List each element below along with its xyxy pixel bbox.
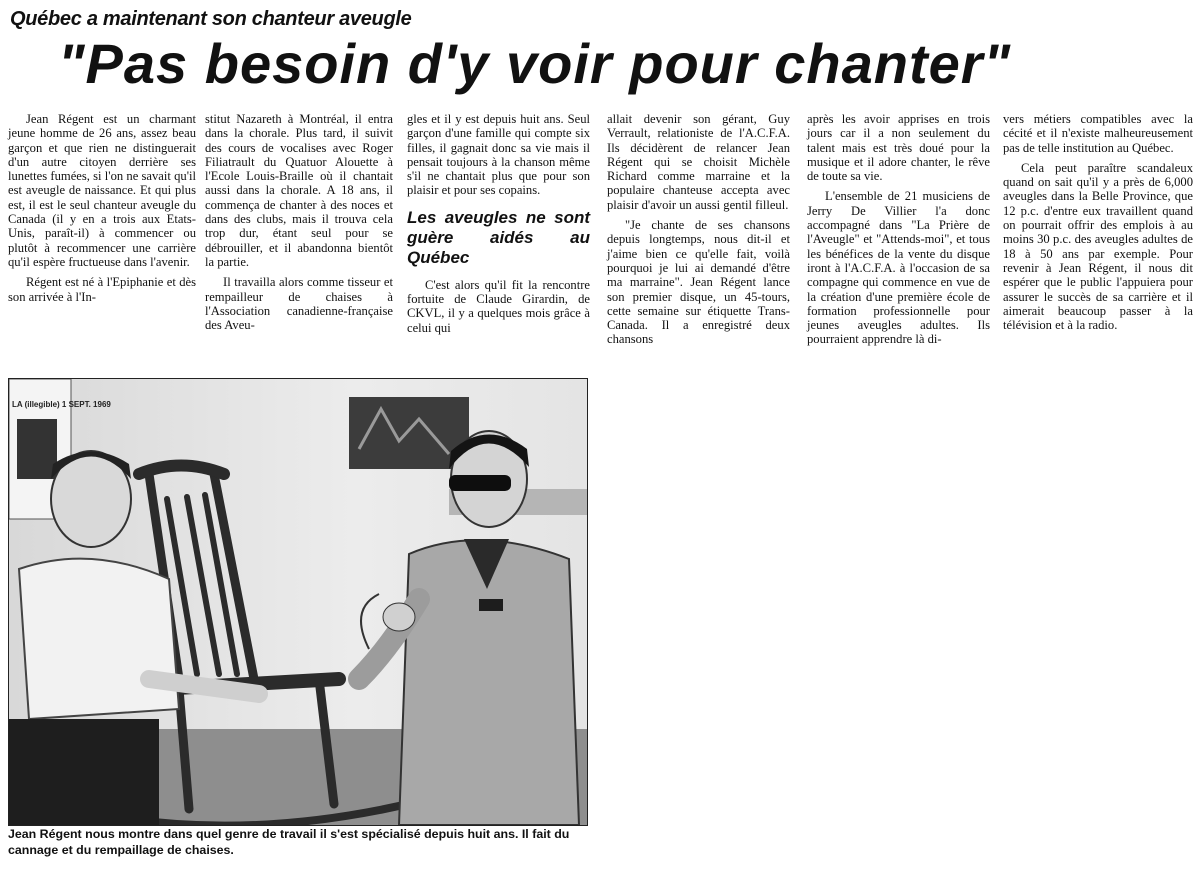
article-subhead: Les aveugles ne sont guère aidés au Québec [407, 207, 590, 267]
article-kicker: Québec a maintenant son chanteur aveugle [10, 8, 412, 30]
paragraph: après les avoir apprises en trois jours car il a non seulement du talent mais est très doué pour la musique et il adore chanter, le rêve de toute sa vie. [807, 112, 990, 184]
calendar-label: LA (illegible) 1 SEPT. 1969 [12, 400, 111, 409]
paragraph: gles et il y est depuis huit ans. Seul garçon d'une famille qui compte six filles, il gagnait donc sa vie mais il pensait toujours à la chanson même s'il ne chantait plus que pour son plaisir et pour ses copains. [407, 112, 590, 198]
text-column-5 [807, 112, 990, 353]
photo-caption: Jean Régent nous montre dans quel genre de travail il s'est spécialisé depuis huit ans. Il fait du cannage et du rempaillage de chaises. [8, 827, 570, 857]
paragraph: stitut Nazareth à Montréal, il entra dans la chorale. Plus tard, il suivit des cours de vocalises avec Roger Filiatrault du Quatuor Alouette à l'Ecole Louis-Braille où il chantait aussi dans la chorale. A 18 ans, il commença de chanter à des noces et dans des clubs, mais il trouva cela trop dur, étant seul pour se débrouiller, et il abandonna bientôt la partie. [205, 112, 393, 269]
news-photo [8, 378, 588, 826]
text-column-6 [1003, 112, 1193, 338]
paragraph: Il travailla alors comme tisseur et rempailleur de chaises à l'Association canadienne-française des Aveu- [205, 275, 393, 333]
paragraph: Régent est né à l'Epiphanie et dès son arrivée à l'In- [8, 275, 196, 304]
paragraph: C'est alors qu'il fit la rencontre fortuite de Claude Girardin, de CKVL, il y a quelques mois grâce à celui qui [407, 277, 590, 335]
paragraph: vers métiers compatibles avec la cécité et il n'existe malheureusement pas de telle institution au Québec. [1003, 112, 1193, 155]
paragraph: L'ensemble de 21 musiciens de Jerry De Villier l'a donc accompagné dans "La Prière de l'Aveugle" et "Attends-moi", et tous les bénéfices de la vente du disque iront à l'A.C.F.A. à l'occasion de sa compagne qui commence en vue de la création d'une première école de formation professionnelle pour jeunes aveugles adultes. Ils pourraient apprendre là di- [807, 189, 990, 347]
paragraph: Jean Régent est un charmant jeune homme de 26 ans, assez beau garçon et que rien ne distinguerait d'un autre citoyen derrière ses lunettes fumées, si l'on ne savait qu'il est aveugle de naissance. Et qui plus est, il est le seul chanteur aveugle du Canada (il y en a trois aux Etats-Unis, paraît-il) à commencer ou plutôt à recommencer une carrière qu'il espère fructueuse dans l'avenir. [8, 112, 196, 269]
text-column-2 [205, 112, 393, 338]
paragraph: allait devenir son gérant, Guy Verrault, relationiste de l'A.C.F.A. Ils décidèrent de relancer Jean Régent qui se choisit Michèle Richard comme marraine et la populaire chanteuse accepta avec plaisir d'avoir un aussi gentil filleul. [607, 112, 790, 212]
text-column-3 [407, 112, 590, 341]
text-column-4 [607, 112, 790, 353]
paragraph: Cela peut paraître scandaleux quand on sait qu'il y a près de 6,000 aveugles dans la Belle Province, que 12 p.c. d'entre eux travaillent quand on pourrait offrir des emplois à au moins 30 p.c. des aveugles adultes de 18 à 50 ans par exemple. Pour revenir à Jean Régent, il nous dit espérer que le public l'appuiera pour assurer le succès de sa carrière et il aimerait beaucoup passer à la télévision et à la radio. [1003, 160, 1193, 333]
text-column-1 [8, 112, 196, 310]
sunglasses-icon [449, 475, 511, 491]
paragraph: "Je chante de ses chansons depuis longtemps, nous dit-il et j'aime bien ce qu'elle fait, voilà pourquoi je lui ai demandé d'être ma marraine". Jean Régent lance son premier disque, un 45-tours, cette semaine sur étiquette Trans-Canada. Il a enregistré deux chansons [607, 218, 790, 347]
article-headline: "Pas besoin d'y voir pour chanter" [58, 32, 1012, 95]
